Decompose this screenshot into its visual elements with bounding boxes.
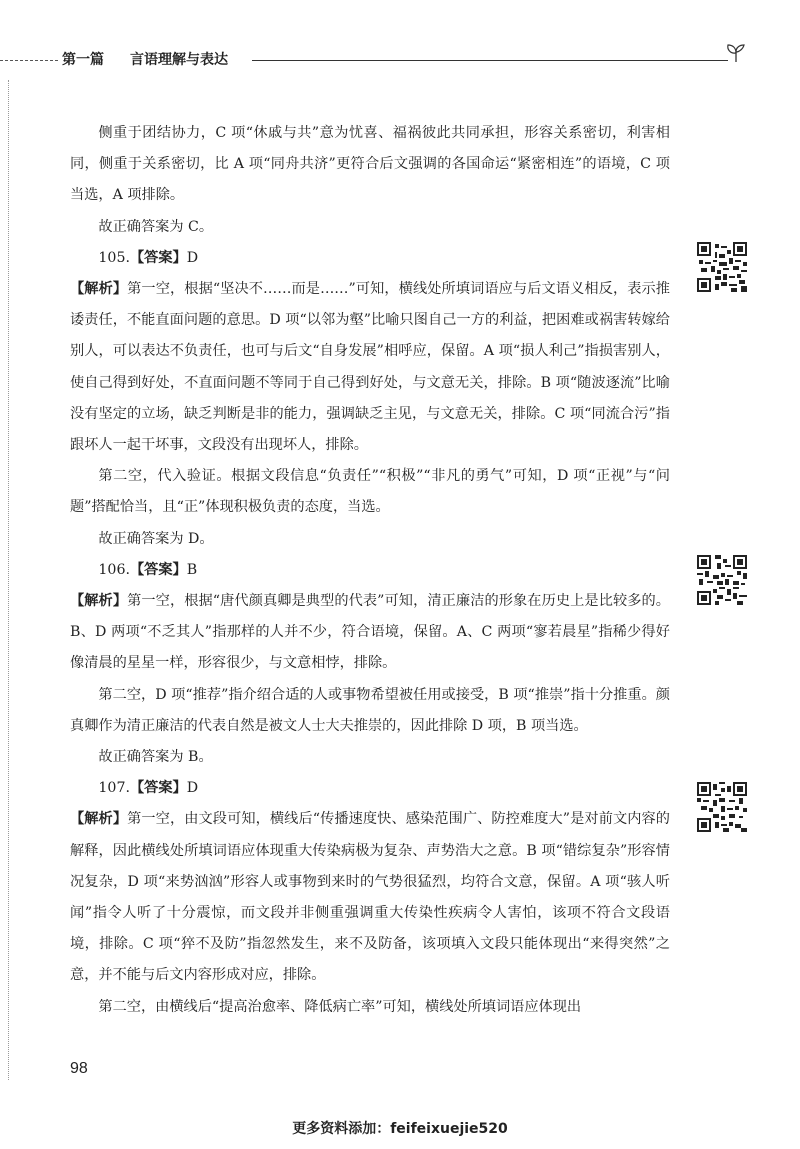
page-content [70, 118, 670, 1023]
paragraph-continuation: 侧重于团结协力，C 项“休戚与共”意为忧喜、福祸彼此共同承担，形容关系密切，利害相同，侧重于关系密切，比 A 项“同舟共济”更符合后文强调的各国命运“紧密相连”的语境，C 项当选，A 项排除。 [70, 125, 670, 204]
qr-code-icon[interactable] [697, 242, 747, 292]
page-number: 98 [70, 1060, 88, 1077]
question-number: 105. [98, 249, 130, 266]
page-header [0, 40, 800, 80]
analysis-107-first: 【解析】第一空，由文段可知，横线后“传播速度快、感染范围广、防控难度大”是对前文内容的解释，因此横线处所填词语应体现重大传染病极为复杂、声势浩大之意。B 项“错综复杂”形容情况复杂，D 项“来势汹汹”形容人或事物到来时的气势很猛烈，均符合文意，保留。A 项“骇人听闻”指令人听了十分震惊，而文段并非侧重强调重大传染性疾病令人害怕，该项不符合文段语境，排除。C 项“猝不及防”指忽然发生，来不及防备，该项填入文段只能体现出“来得突然”之意，并不能与后文内容形成对应，排除。 [70, 811, 670, 984]
binding-margin [8, 80, 9, 1080]
analysis-105-second: 第二空，代入验证。根据文段信息“负责任”“积极”“非凡的勇气”可知，D 项“正视”与“问题”搭配恰当，且“正”体现积极负责的态度，当选。 [70, 468, 670, 516]
answer-conclusion-105: 故正确答案为 D。 [98, 530, 214, 547]
analysis-tag: 【解析】 [70, 281, 128, 298]
answer-line-107 [70, 773, 670, 804]
qr-code-icon[interactable] [697, 782, 747, 832]
header-rule [252, 60, 728, 61]
header-dashed-line [0, 60, 58, 61]
analysis-tag: 【解析】 [70, 811, 128, 828]
header-chapter-title: 言语理解与表达 [130, 52, 228, 68]
answer-conclusion-106: 故正确答案为 B。 [98, 749, 213, 766]
question-number: 107. [98, 780, 130, 797]
answer-value: D [186, 249, 199, 266]
analysis-106-first: 【解析】第一空，根据“唐代颜真卿是典型的代表”可知，清正廉洁的形象在历史上是比较多的。B、D 两项“不乏其人”指那样的人并不少，符合语境，保留。A、C 两项“寥若晨星”指稀少得好像清晨的星星一样，形容很少，与文意相悖，排除。 [70, 593, 670, 672]
answer-line-106 [70, 555, 670, 586]
qr-code-icon[interactable] [697, 555, 747, 605]
answer-value: B [186, 561, 198, 578]
analysis-105-first: 【解析】第一空，根据“坚决不……而是……”可知，横线处所填词语应与后文语义相反，表示推诿责任，不能直面问题的意思。D 项“以邻为壑”比喻只图自己一方的利益，把困难或祸害转嫁给别人，可以表达不负责任，也可与后文“自身发展”相呼应，保留。A 项“损人利己”指损害别人，使自己得到好处，不直面问题不等同于自己得到好处，与文意无关，排除。B 项“随波逐流”比喻没有坚定的立场，缺乏判断是非的能力，强调缺乏主见，与文意无关，排除。C 项“同流合污”指跟坏人一起干坏事，文段没有出现坏人，排除。 [70, 281, 670, 454]
header-part-label: 第一篇 [62, 52, 104, 68]
answer-line-105 [70, 243, 670, 274]
answer-value: D [186, 780, 199, 797]
answer-conclusion-104: 故正确答案为 C。 [98, 218, 214, 235]
answer-tag: 【答案】 [129, 561, 187, 578]
sprout-icon [724, 40, 748, 64]
analysis-107-second: 第二空，由横线后“提高治愈率、降低病亡率”可知，横线处所填词语应体现出 [98, 998, 582, 1015]
answer-tag: 【答案】 [129, 249, 187, 266]
answer-tag: 【答案】 [129, 780, 187, 797]
question-number: 106. [98, 561, 130, 578]
analysis-tag: 【解析】 [70, 593, 128, 610]
footer-note: 更多资料添加：feifeixuejie520 [292, 1121, 508, 1137]
analysis-106-second: 第二空，D 项“推荐”指介绍合适的人或事物希望被任用或接受，B 项“推崇”指十分推重。颜真卿作为清正廉洁的代表自然是被文人士大夫推崇的，因此排除 D 项，B 项当选。 [70, 686, 670, 734]
